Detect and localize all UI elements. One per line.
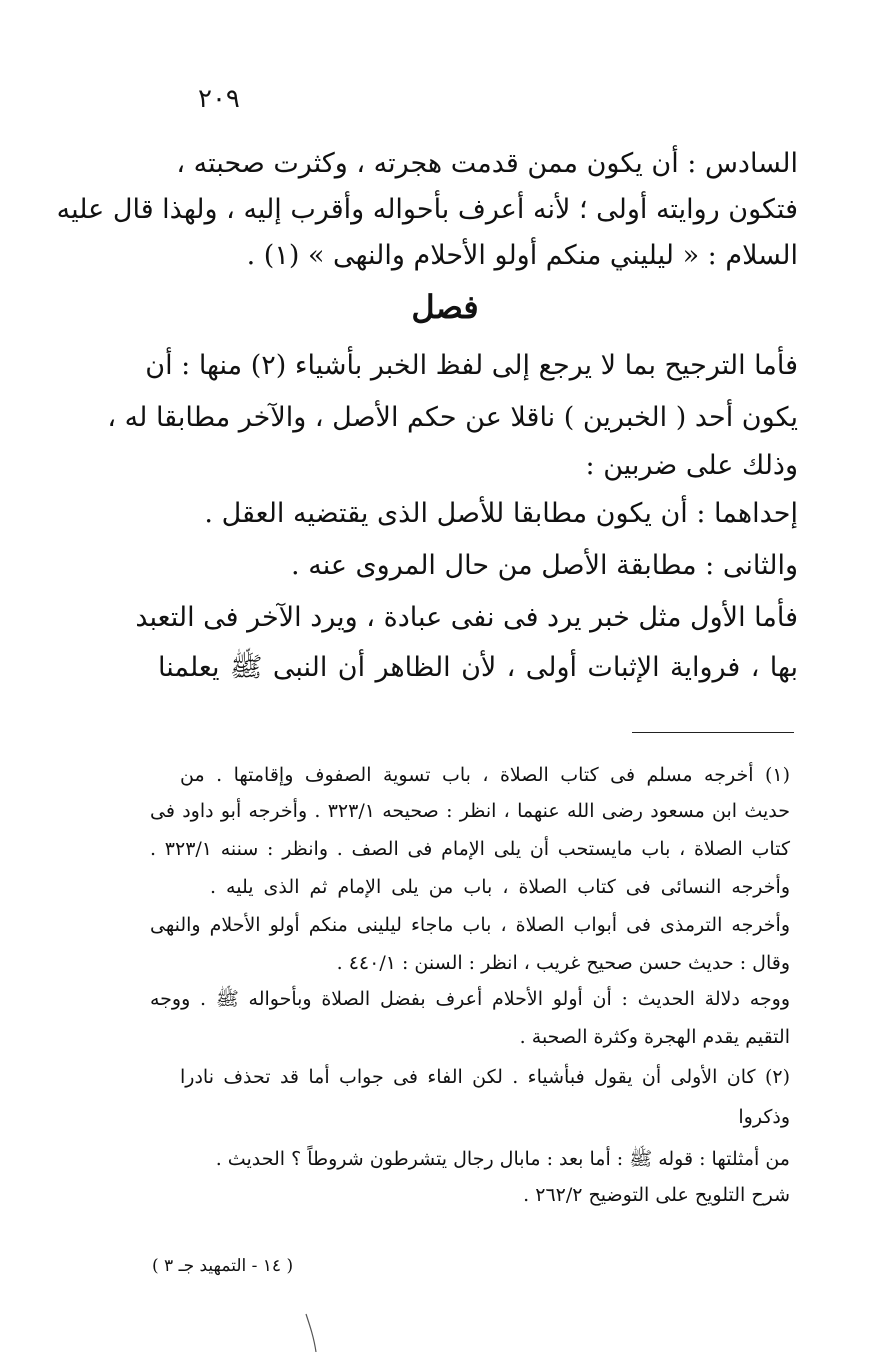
section-line-1: فأما الترجيح بما لا يرجع إلى لفظ الخبر بأشياء (٢) منها : أن <box>145 350 798 381</box>
section-line-4: إحداهما : أن يكون مطابقا للأصل الذى يقتضيه العقل . <box>204 498 798 529</box>
printer-signature: ( ١٤ - التمهيد جـ ٣ ) <box>152 1256 294 1276</box>
footnote-line-3: كتاب الصلاة ، باب مايستحب أن يلى الإمام فى الصف . وانظر : سننه ٣٢٣/١ . <box>150 838 790 860</box>
section-line-3: وذلك على ضربين : <box>585 450 798 481</box>
scan-edge-mark <box>300 1312 330 1352</box>
footnote-line-9: (٢) كان الأولى أن يقول فبأشياء . لكن الفاء فى جواب أما قد تحذف نادرا <box>180 1066 790 1088</box>
footnote-line-4: وأخرجه النسائى فى كتاب الصلاة ، باب من يلى الإمام ثم الذى يليه . <box>210 876 790 898</box>
footnote-line-12: شرح التلويح على التوضيح ٢٦٢/٢ . <box>523 1184 790 1206</box>
footnote-line-8: التقيم يقدم الهجرة وكثرة الصحبة . <box>519 1026 790 1048</box>
body-line-1: السادس : أن يكون ممن قدمت هجرته ، وكثرت صحبته ، <box>176 148 798 179</box>
section-line-2: يكون أحد ( الخبرين ) ناقلا عن حكم الأصل ، والآخر مطابقا له ، <box>107 402 798 433</box>
footnote-line-2: حديث ابن مسعود رضى الله عنهما ، انظر : صحيحه ٣٢٣/١ . وأخرجه أبو داود فى <box>150 800 791 822</box>
section-line-5: والثانى : مطابقة الأصل من حال المروى عنه . <box>291 550 798 581</box>
body-line-3: السلام : « ليليني منكم أولو الأحلام والنهى » (١) . <box>246 240 798 271</box>
footnote-line-5: وأخرجه الترمذى فى أبواب الصلاة ، باب ماجاء ليلينى منكم أولو الأحلام والنهى <box>150 914 790 936</box>
section-heading: فصل <box>411 288 479 326</box>
footnote-line-10: وذكروا <box>738 1106 790 1128</box>
footnote-line-6: وقال : حديث حسن صحيح غريب ، انظر : السنن : ٤٤٠/١ . <box>336 952 790 974</box>
footnote-line-11: من أمثلتها : قوله ﷺ : أما بعد : مابال رجال يتشرطون شروطاً ؟ الحديث . <box>215 1148 790 1170</box>
footnote-line-1: (١) أخرجه مسلم فى كتاب الصلاة ، باب تسوية الصفوف وإقامتها . من <box>180 764 790 786</box>
body-line-2: فتكون روايته أولى ؛ لأنه أعرف بأحواله وأقرب إليه ، ولهذا قال عليه <box>56 194 798 225</box>
footnote-line-7: ووجه دلالة الحديث : أن أولو الأحلام أعرف بفضل الصلاة وبأحواله ﷺ . ووجه <box>150 988 790 1010</box>
footnote-separator <box>632 732 794 733</box>
section-line-7: بها ، فرواية الإثبات أولى ، لأن الظاهر أن النبى ﷺ يعلمنا <box>158 652 798 683</box>
section-line-6: فأما الأول مثل خبر يرد فى نفى عبادة ، ويرد الآخر فى التعبد <box>135 602 798 633</box>
page-number: ٢٠٩ <box>198 84 240 114</box>
